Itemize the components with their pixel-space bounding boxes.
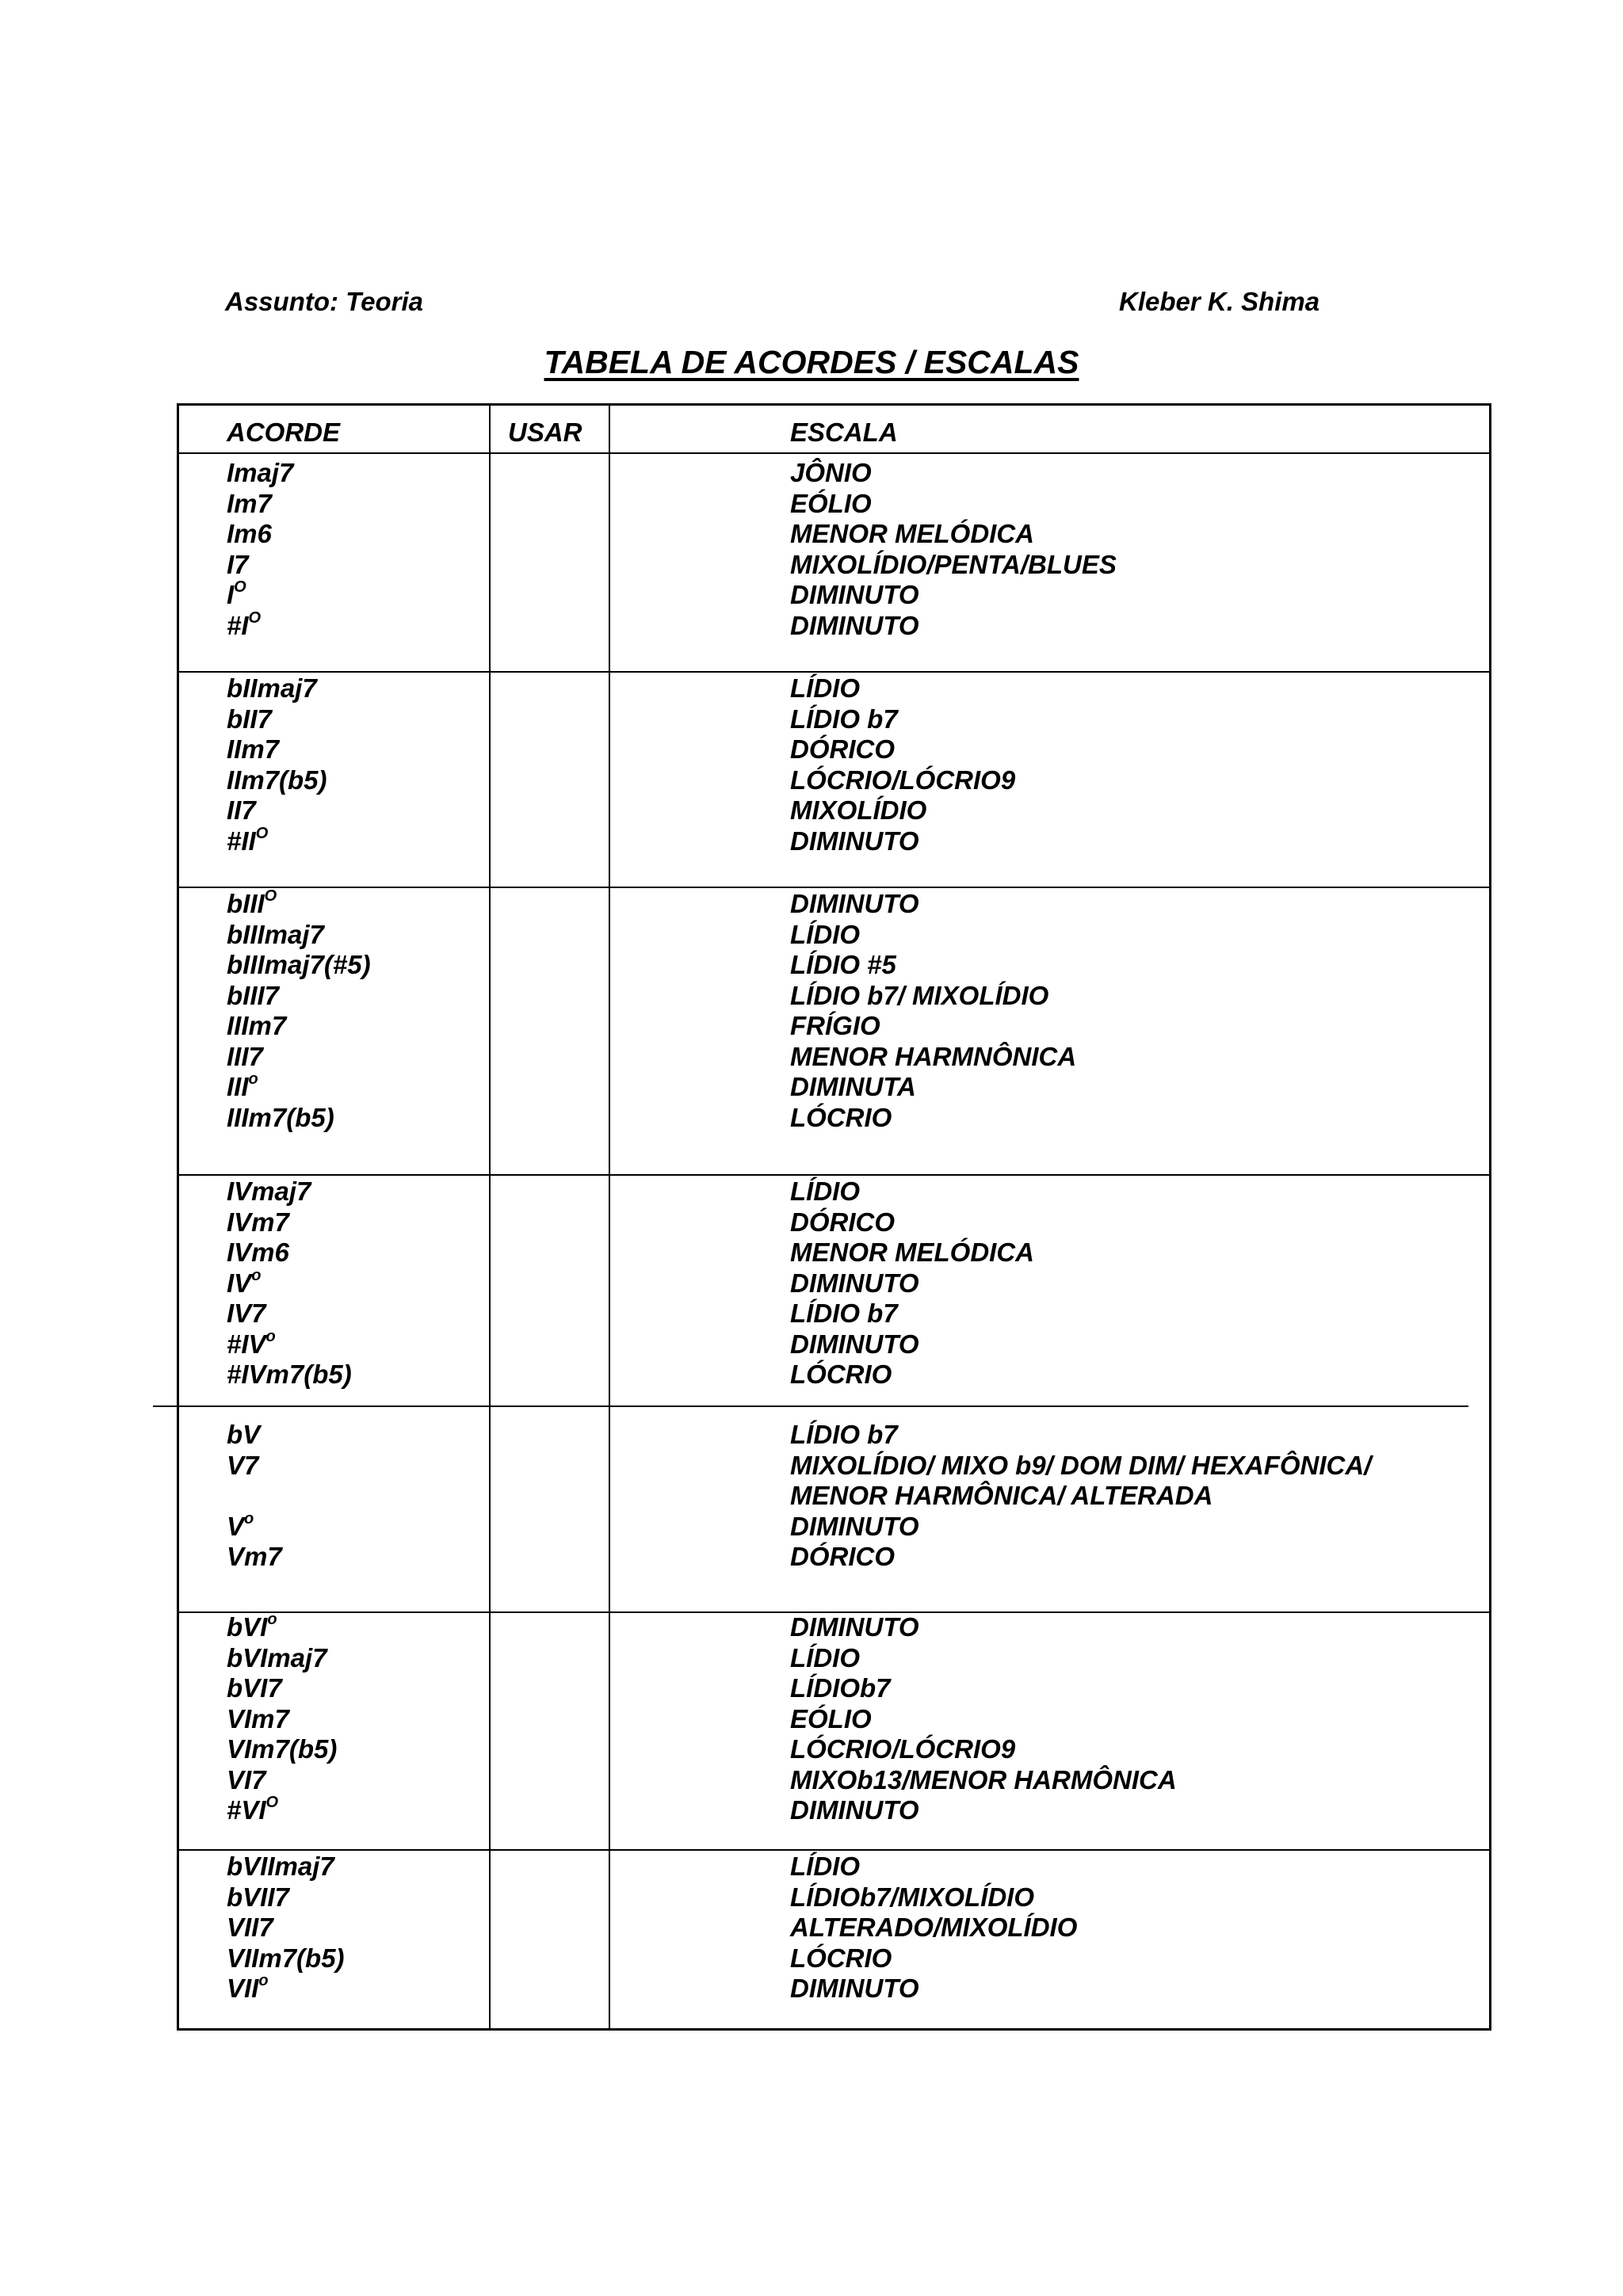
chord-superscript: o — [267, 1611, 277, 1628]
scale-group-7 — [790, 1852, 1077, 2004]
chord-cell — [227, 1673, 337, 1704]
chord-symbol: VII — [227, 1974, 259, 2003]
chord-cell — [227, 1974, 345, 2004]
chord-cell — [227, 550, 293, 581]
chord-group-5 — [227, 1420, 282, 1573]
scale-cell: LÓCRIO — [790, 1102, 892, 1132]
chord-symbol: IIm7 — [227, 734, 280, 764]
chord-superscript: o — [244, 1509, 254, 1527]
chord-cell — [227, 458, 293, 489]
scale-cell: LÍDIO — [790, 1852, 860, 1881]
scale-cell: LÍDIO b7 — [790, 704, 898, 734]
chord-cell — [227, 1238, 352, 1268]
chord-symbol: #I — [227, 610, 249, 640]
chord-symbol: VI7 — [227, 1764, 266, 1794]
column-header-scale: ESCALA — [790, 418, 898, 447]
chord-superscript: o — [265, 1327, 276, 1345]
scale-cell: ALTERADO/MIXOLÍDIO — [790, 1913, 1078, 1942]
page-title: TABELA DE ACORDES / ESCALAS — [544, 344, 1079, 380]
scale-cell: DIMINUTO — [790, 826, 919, 856]
chord-group-7 — [227, 1852, 345, 2004]
chord-symbol: Im6 — [227, 519, 272, 548]
chord-symbol: Imaj7 — [227, 458, 294, 487]
chord-cell — [227, 765, 327, 796]
chord-symbol: bIIImaj7(#5) — [227, 950, 371, 979]
chord-cell — [227, 826, 327, 857]
chord-cell — [227, 1299, 352, 1329]
chord-cell — [227, 1103, 371, 1134]
scale-cell: MENOR MELÓDICA — [790, 1238, 1034, 1267]
chord-cell — [227, 981, 371, 1012]
chord-symbol: IV7 — [227, 1299, 266, 1328]
chord-symbol: bIII7 — [227, 980, 280, 1010]
chord-cell — [227, 920, 371, 951]
chord-cell — [227, 1011, 371, 1042]
header-row-divider — [179, 452, 1489, 454]
chord-symbol: IV — [227, 1268, 252, 1298]
chord-scale-table — [177, 403, 1491, 2031]
chord-symbol: I7 — [227, 549, 249, 579]
scale-cell: LÍDIOb7 — [790, 1673, 891, 1703]
chord-superscript: O — [265, 1794, 279, 1811]
scale-cell: EÓLIO — [790, 1703, 872, 1733]
subject-label: Assunto: Teoria — [225, 287, 423, 316]
horizontal-rule — [153, 1405, 1468, 1407]
chord-symbol: bII7 — [227, 704, 272, 734]
chord-symbol: bVIImaj7 — [227, 1852, 334, 1881]
scale-cell: MIXOb13/MENOR HARMÔNICA — [790, 1764, 1177, 1794]
scale-cell: EÓLIO — [790, 488, 872, 518]
chord-cell — [227, 489, 293, 520]
scale-cell: DIMINUTA — [790, 1072, 916, 1101]
scale-group-4 — [790, 1177, 1034, 1390]
chord-cell — [227, 734, 327, 765]
scale-cell: LÍDIO — [790, 673, 860, 703]
scale-cell: DIMINUTO — [790, 580, 919, 609]
chord-symbol: bVI — [227, 1612, 268, 1642]
scale-cell: DIMINUTO — [790, 1974, 919, 2003]
chord-symbol: I — [227, 580, 235, 609]
chord-symbol: bIII — [227, 889, 265, 918]
chord-cell — [227, 519, 293, 550]
chord-cell — [227, 1643, 337, 1674]
group-divider — [179, 1611, 1489, 1613]
chord-cell — [227, 673, 327, 704]
chord-symbol: #VI — [227, 1795, 266, 1825]
scale-cell: MIXOLÍDIO/PENTA/BLUES — [790, 549, 1117, 579]
chord-cell — [227, 1268, 352, 1299]
scale-cell: MIXOLÍDIO — [790, 795, 927, 825]
scale-cell: DIMINUTO — [790, 1795, 919, 1825]
scale-cell: LÓCRIO/LÓCRIO9 — [790, 765, 1016, 795]
chord-cell — [227, 1913, 345, 1943]
chord-symbol: bVII7 — [227, 1882, 289, 1912]
chord-symbol: IVm6 — [227, 1238, 289, 1267]
chord-group-3 — [227, 889, 371, 1133]
chord-symbol: III — [227, 1072, 249, 1101]
chord-group-1 — [227, 458, 293, 641]
scale-cell: LÓCRIO/LÓCRIO9 — [790, 1734, 1016, 1764]
chord-cell — [227, 608, 293, 642]
chord-superscript: O — [255, 824, 269, 842]
chord-symbol: bIImaj7 — [227, 673, 317, 703]
chord-cell — [227, 1042, 371, 1073]
chord-cell — [227, 1943, 345, 1974]
column-divider — [489, 406, 491, 2028]
scale-cell: LÍDIO — [790, 1642, 860, 1672]
scale-cell: DIMINUTO — [790, 1329, 919, 1359]
scale-cell: LÓCRIO — [790, 1943, 892, 1973]
scale-cell: DIMINUTO — [790, 1612, 919, 1642]
chord-cell — [227, 1360, 352, 1390]
chord-cell — [227, 1451, 282, 1482]
scale-cell: MIXOLÍDIO/ MIXO b9/ DOM DIM/ HEXAFÔNICA/ — [790, 1450, 1372, 1480]
chord-symbol: V7 — [227, 1450, 259, 1480]
chord-symbol: bVI7 — [227, 1673, 282, 1703]
chord-symbol: VIm7(b5) — [227, 1734, 338, 1764]
chord-symbol: III7 — [227, 1041, 263, 1071]
chord-superscript: o — [248, 1070, 258, 1088]
scale-group-6 — [790, 1612, 1177, 1826]
chord-superscript: o — [251, 1266, 262, 1284]
scale-cell: FRÍGIO — [790, 1011, 880, 1040]
chord-cell — [227, 1734, 337, 1765]
chord-cell — [227, 1481, 282, 1512]
chord-cell — [227, 1072, 371, 1103]
chord-symbol: IVmaj7 — [227, 1177, 311, 1206]
chord-cell — [227, 795, 327, 826]
scale-cell: LÍDIO — [790, 1177, 860, 1206]
chord-symbol: VIm7 — [227, 1703, 289, 1733]
chord-symbol: IVm7 — [227, 1207, 289, 1237]
scale-cell: LÍDIOb7/MIXOLÍDIO — [790, 1882, 1035, 1912]
chord-symbol: #IVm7(b5) — [227, 1360, 352, 1389]
scale-cell: DIMINUTO — [790, 1511, 919, 1541]
column-header-use: USAR — [508, 418, 582, 447]
group-divider — [179, 1174, 1489, 1176]
scale-cell: JÔNIO — [790, 458, 872, 487]
scale-cell: LÍDIO #5 — [790, 950, 896, 979]
chord-symbol: bVImaj7 — [227, 1642, 327, 1672]
group-divider — [179, 1849, 1489, 1851]
chord-cell — [227, 1509, 282, 1543]
chord-cell — [227, 1795, 337, 1826]
chord-cell — [227, 1612, 337, 1643]
scale-cell: MENOR HARMNÔNICA — [790, 1041, 1077, 1071]
chord-symbol: IIm7(b5) — [227, 765, 327, 795]
chord-cell — [227, 1852, 345, 1882]
scale-group-1 — [790, 458, 1117, 641]
chord-symbol: Vm7 — [227, 1542, 282, 1571]
chord-cell — [227, 1177, 352, 1207]
scale-cell: DIMINUTO — [790, 1268, 919, 1298]
chord-cell — [227, 1329, 352, 1360]
chord-symbol: #IV — [227, 1329, 266, 1359]
scale-cell: DÓRICO — [790, 1542, 895, 1571]
chord-cell — [227, 1765, 337, 1796]
author-label: Kleber K. Shima — [1119, 287, 1320, 316]
chord-superscript: O — [234, 578, 246, 596]
chord-cell — [227, 1420, 282, 1451]
chord-cell — [227, 1704, 337, 1735]
chord-cell — [227, 1542, 282, 1573]
scale-group-2 — [790, 673, 1015, 856]
chord-symbol: V — [227, 1511, 245, 1541]
chord-symbol: VIIm7(b5) — [227, 1943, 345, 1973]
chord-symbol: #II — [227, 826, 256, 856]
chord-symbol: bIIImaj7 — [227, 919, 324, 949]
scale-group-3 — [790, 889, 1076, 1133]
chord-cell — [227, 950, 371, 981]
chord-superscript: O — [248, 608, 262, 627]
scale-cell: DÓRICO — [790, 1207, 895, 1237]
chord-superscript: o — [258, 1972, 269, 1989]
scale-cell: DÓRICO — [790, 734, 895, 764]
column-header-chord: ACORDE — [227, 418, 341, 447]
chord-symbol: IIIm7(b5) — [227, 1102, 334, 1132]
scale-cell: MENOR HARMÔNICA/ ALTERADA — [790, 1481, 1213, 1510]
chord-cell — [227, 1882, 345, 1913]
chord-cell — [227, 580, 293, 611]
chord-cell — [227, 1207, 352, 1238]
scale-cell: MENOR MELÓDICA — [790, 519, 1034, 548]
group-divider — [179, 887, 1489, 888]
chord-symbol: II7 — [227, 795, 256, 825]
chord-superscript: O — [264, 887, 277, 905]
chord-cell — [227, 889, 371, 920]
column-divider — [609, 406, 610, 2028]
chord-group-2 — [227, 673, 327, 856]
chord-symbol: Im7 — [227, 488, 272, 518]
chord-group-4 — [227, 1177, 352, 1390]
chord-symbol: bV — [227, 1420, 261, 1449]
scale-cell: LÍDIO b7 — [790, 1299, 898, 1328]
scale-cell: LÍDIO b7 — [790, 1420, 898, 1449]
chord-symbol: IIIm7 — [227, 1011, 287, 1040]
scale-cell: DIMINUTO — [790, 610, 919, 640]
chord-cell — [227, 704, 327, 735]
scale-cell: LÍDIO — [790, 919, 860, 949]
chord-symbol: VII7 — [227, 1913, 273, 1942]
scale-group-5 — [790, 1420, 1371, 1573]
chord-group-6 — [227, 1612, 337, 1826]
scale-cell: LÍDIO b7/ MIXOLÍDIO — [790, 980, 1049, 1010]
group-divider — [179, 671, 1489, 673]
scale-cell: DIMINUTO — [790, 889, 919, 918]
scale-cell: LÓCRIO — [790, 1360, 892, 1389]
